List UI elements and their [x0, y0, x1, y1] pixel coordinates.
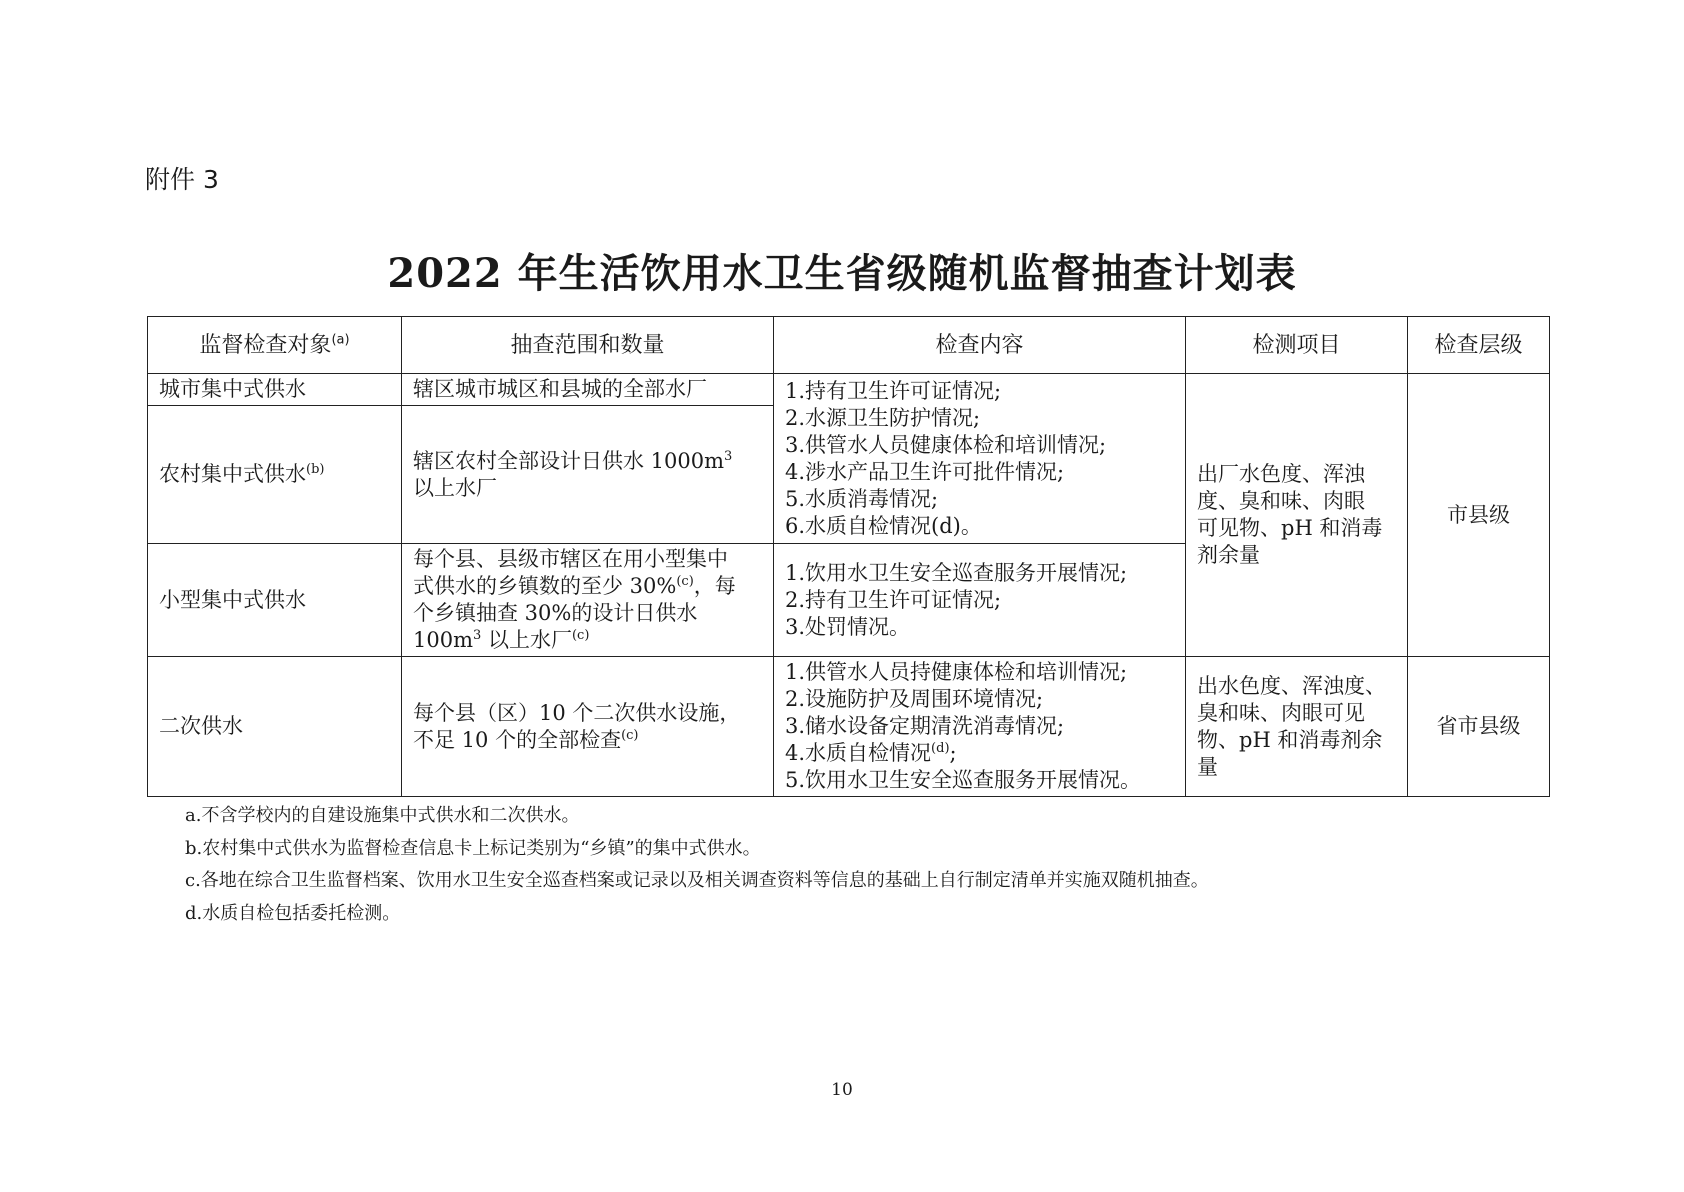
test-items-cell: 出厂水色度、浑浊 度、臭和味、肉眼 可见物、pH 和消毒 剂余量 — [1186, 374, 1408, 657]
table-row — [148, 657, 1550, 797]
object-cell: 农村集中式供水$^{(b)}$ — [148, 406, 402, 544]
header-object: 监督检查对象$^{(a)}$ — [148, 317, 402, 374]
page-number: 10 — [831, 1080, 853, 1100]
inspection-plan-table — [147, 316, 1550, 797]
object-cell: 二次供水 — [148, 657, 402, 797]
footnote-c: c.各地在综合卫生监督档案、饮用水卫生安全巡查档案或记录以及相关调查资料等信息的基础上自行制定清单并实施双随机抽查。 — [185, 870, 1209, 891]
object-cell: 城市集中式供水 — [148, 374, 402, 406]
scope-cell: 每个县（区）10 个二次供水设施， 不足 10 个的全部检查$^{(c)}$ — [402, 657, 774, 797]
footnote-d: d.水质自检包括委托检测。 — [185, 902, 401, 924]
table-row — [148, 374, 1550, 406]
header-content: 检查内容 — [774, 317, 1186, 374]
test-items-cell: 出水色度、浑浊度、 臭和味、肉眼可见 物、pH 和消毒剂余 量 — [1186, 657, 1408, 797]
scope-cell: 辖区农村全部设计日供水 $1000m^3$ 以上水厂 — [402, 406, 774, 544]
page-title: 2022 年生活饮用水卫生省级随机监督抽查计划表 — [387, 250, 1297, 297]
header-test-items: 检测项目 — [1186, 317, 1408, 374]
footnote-a: a.不含学校内的自建设施集中式供水和二次供水。 — [185, 805, 580, 826]
content-cell: 1.饮用水卫生安全巡查服务开展情况; 2.持有卫生许可证情况; 3.处罚情况。 — [774, 544, 1186, 657]
scope-cell: 辖区城市城区和县城的全部水厂 — [402, 374, 774, 406]
scope-cell: 每个县、县级市辖区在用小型集中 式供水的乡镇数的至少 30%$^{(c)}$，每 个乡镇抽查 30%的设计日供水 $100m^3$ 以上水厂$^{(c)}$ — [402, 544, 774, 657]
footnote-b: b.农村集中式供水为监督检查信息卡上标记类别为“乡镇”的集中式供水。 — [185, 837, 761, 859]
content-cell: 1.持有卫生许可证情况; 2.水源卫生防护情况; 3.供管水人员健康体检和培训情况; 4.涉水产品卫生许可批件情况; 5.水质消毒情况; 6.水质自检情况(d)。 — [774, 374, 1186, 544]
content-cell: 1.供管水人员持健康体检和培训情况; 2.设施防护及周围环境情况; 3.储水设备定期清洗消毒情况; 4.水质自检情况$^{(d)}$; 5.饮用水卫生安全巡查服务开展情况。 — [774, 657, 1186, 797]
object-cell: 小型集中式供水 — [148, 544, 402, 657]
level-cell: 市县级 — [1408, 374, 1550, 657]
header-scope: 抽查范围和数量 — [402, 317, 774, 374]
level-cell: 省市县级 — [1408, 657, 1550, 797]
table-header-row — [148, 317, 1550, 374]
footnotes — [185, 800, 1209, 930]
header-level: 检查层级 — [1408, 317, 1550, 374]
attachment-label: 附件 3 — [145, 165, 219, 194]
